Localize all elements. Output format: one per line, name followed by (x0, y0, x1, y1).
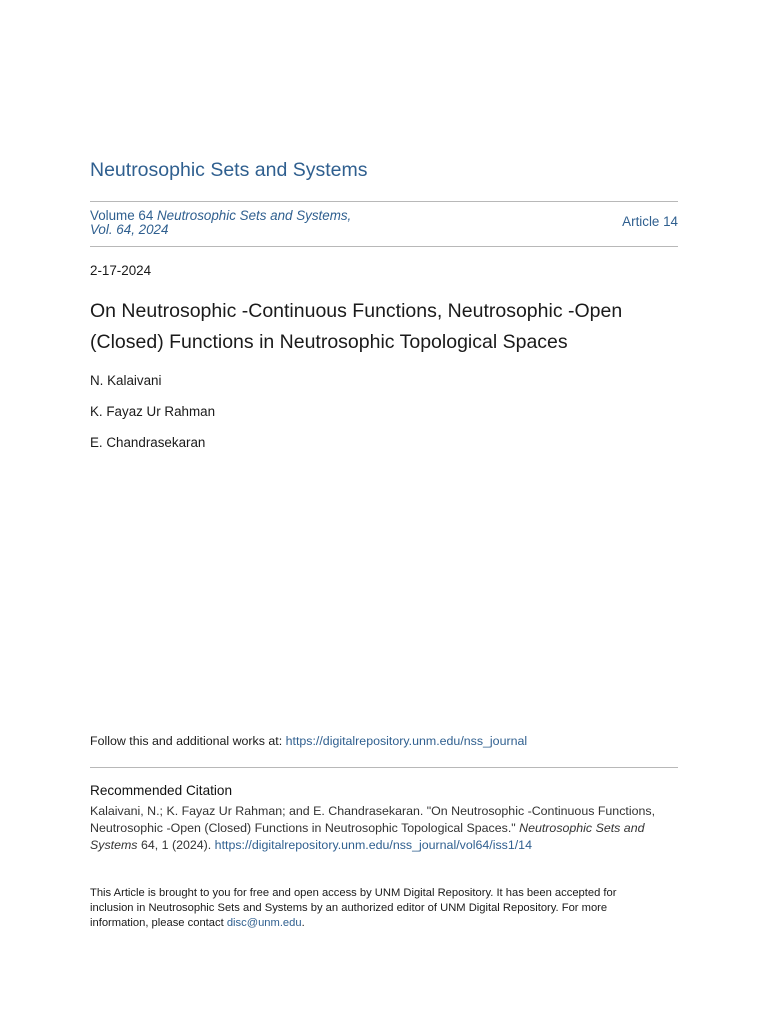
volume-link[interactable]: Volume 64 (90, 208, 154, 223)
citation-journal: Neutrosophic Sets and Systems (90, 821, 645, 852)
access-text: This Article is brought to you for free and open access by UNM Digital Repository. It has been accepted for inclusion in Neutrosophic Sets and Systems by an authorized editor of UNM Digital Repository. For more information, please contact (90, 887, 617, 929)
cover-page (90, 0, 678, 1024)
journal-title-link[interactable]: Neutrosophic Sets and Systems (90, 159, 368, 181)
citation-part1: Kalaivani, N.; K. Fayaz Ur Rahman; and E. Chandrasekaran. "On Neutrosophic -Continuous Functions, Neutrosophic -Open (Closed) Functions in Neutrosophic Topological Spaces." (90, 804, 656, 835)
article-number-link[interactable]: Article 14 (622, 214, 678, 229)
issue-link-line1[interactable]: Neutrosophic Sets and Systems, (157, 208, 352, 223)
citation-part2: 64, 1 (2024). (137, 838, 215, 852)
publication-date: 2-17-2024 (90, 263, 152, 278)
citation-text (90, 803, 678, 854)
follow-line (90, 733, 527, 749)
contact-email-link[interactable]: disc@unm.edu (226, 917, 302, 929)
volume-info (90, 209, 390, 237)
follow-text: Follow this and additional works at: (90, 734, 286, 748)
author-name: E. Chandrasekaran (90, 435, 206, 450)
divider-citation (90, 767, 678, 768)
author-name: K. Fayaz Ur Rahman (90, 404, 216, 419)
article-title-line1: On Neutrosophic -Continuous Functions, Neutrosophic -Open (90, 300, 623, 322)
open-access-notice (90, 886, 650, 931)
divider-top (90, 201, 678, 202)
author-name: N. Kalaivani (90, 373, 162, 388)
article-title (90, 296, 678, 358)
journal-url-link[interactable]: https://digitalrepository.unm.edu/nss_journal (285, 734, 528, 748)
recommended-citation-heading: Recommended Citation (90, 783, 233, 798)
article-title-line2: (Closed) Functions in Neutrosophic Topological Spaces (90, 331, 568, 353)
divider-header-bottom (90, 246, 678, 247)
access-end: . (301, 917, 305, 929)
citation-url-link[interactable]: https://digitalrepository.unm.edu/nss_journal/vol64/iss1/14 (214, 838, 532, 852)
issue-link-line2[interactable]: Vol. 64, 2024 (90, 222, 169, 237)
